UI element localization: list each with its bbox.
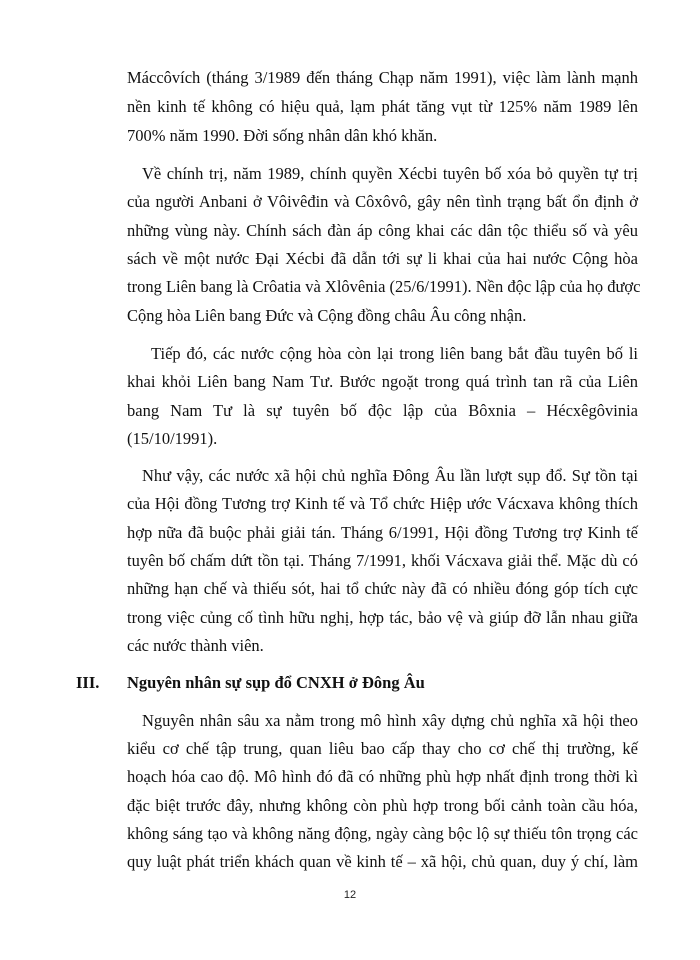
text-line: những vùng này. Chính sách đàn áp công khai các dân tộc thiểu số và yêu	[127, 221, 638, 240]
text-line: kiểu cơ chế tập trung, quan liêu bao cấp thay cho cơ chế thị trường, kế	[127, 739, 638, 758]
text-line: của Hội đồng Tương trợ Kinh tế và Tổ chức Hiệp ước Vácxava không thích	[127, 494, 638, 513]
text-line: Như vậy, các nước xã hội chủ nghĩa Đông Âu lần lượt sụp đổ. Sự tồn tại	[142, 466, 638, 485]
text-line: Tiếp đó, các nước cộng hòa còn lại trong liên bang bắt đầu tuyên bố li	[151, 344, 638, 363]
text-line: (15/10/1991).	[127, 429, 218, 448]
text-line: khai khỏi Liên bang Nam Tư. Bước ngoặt trong quá trình tan rã của Liên	[127, 372, 638, 391]
text-line: Cộng hòa Liên bang Đức và Cộng đồng châu Âu công nhận.	[127, 306, 527, 325]
text-line: các nước thành viên.	[127, 636, 264, 655]
text-line: hợp nữa đã buộc phải giải tán. Tháng 6/1991, Hội đồng Tương trợ Kinh tế	[127, 523, 638, 542]
text-line: hoạch hóa cao độ. Mô hình đó đã có những phù hợp nhất định trong thời kì	[127, 767, 638, 786]
text-line: bang Nam Tư là sự tuyên bố độc lập của Bôxnia – Hécxêgôvinia	[127, 401, 638, 420]
section-number: III.	[76, 673, 100, 692]
text-line: tuyên bố chấm dứt tồn tại. Tháng 7/1991, khối Vácxava giải thể. Mặc dù có	[127, 551, 638, 570]
text-line: trong việc củng cố tình hữu nghị, hợp tác, bảo vệ và giúp đỡ lẫn nhau giữa	[127, 608, 638, 627]
page-number: 12	[343, 889, 357, 901]
text-line: đặc biệt trước đây, nhưng không còn phù hợp trong bối cảnh toàn cầu hóa,	[127, 796, 638, 815]
text-line: Về chính trị, năm 1989, chính quyền Xécbi tuyên bố xóa bỏ quyền tự trị	[142, 164, 638, 183]
text-line: trong Liên bang là Crôatia và Xlôvênia (25/6/1991). Nền độc lập của họ được	[127, 277, 641, 296]
text-line: sách về một nước Đại Xécbi đã dẫn tới sự li khai của hai nước Cộng hòa	[127, 249, 638, 268]
text-line: không sáng tạo và không năng động, ngày càng bộc lộ sự thiếu tôn trọng các	[127, 824, 638, 843]
text-line: Nguyên nhân sâu xa nằm trong mô hình xây dựng chủ nghĩa xã hội theo	[142, 711, 638, 730]
text-line: Máccôvích (tháng 3/1989 đến tháng Chạp năm 1991), việc làm lành mạnh	[127, 68, 638, 87]
text-line: nền kinh tế không có hiệu quả, lạm phát tăng vụt từ 125% năm 1989 lên	[127, 97, 638, 116]
text-line: của người Anbani ở Vôivêđin và Côxôvô, gây nên tình trạng bất ổn định ở	[127, 192, 638, 211]
text-line: quy luật phát triển khách quan về kinh tế – xã hội, chủ quan, duy ý chí, làm	[127, 852, 638, 871]
text-line: những hạn chế và thiếu sót, hai tổ chức này đã có nhiều đóng góp tích cực	[127, 579, 638, 598]
section-title: Nguyên nhân sự sụp đổ CNXH ở Đông Âu	[127, 673, 425, 692]
text-line: 700% năm 1990. Đời sống nhân dân khó khăn.	[127, 126, 438, 145]
